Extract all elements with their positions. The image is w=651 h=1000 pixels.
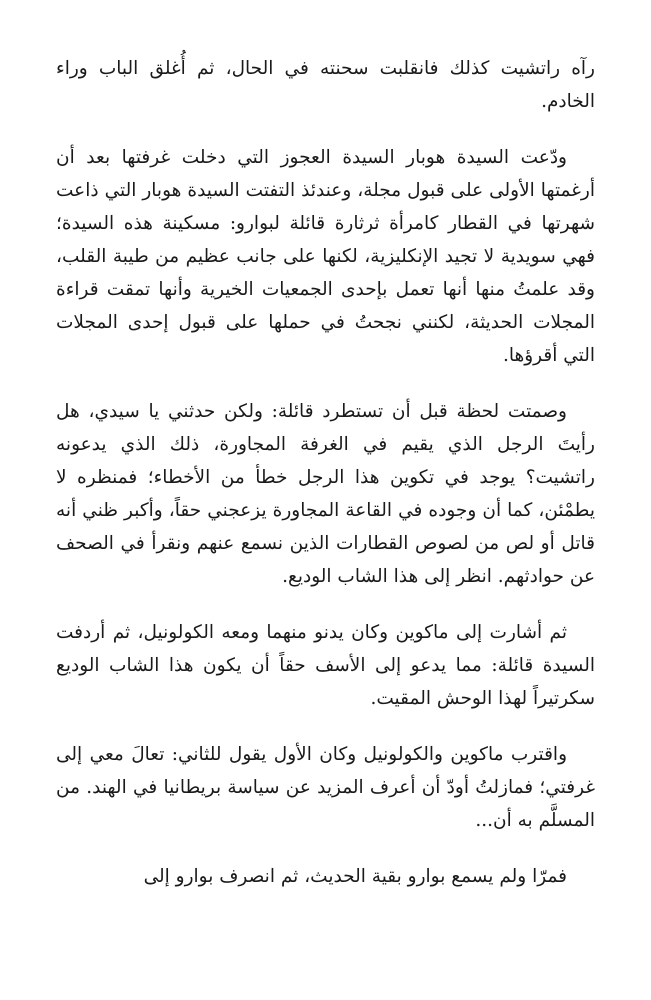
book-page-text [56, 52, 595, 916]
paragraph-1: رآه راتشيت كذلك فانقلبت سحنته في الحال، ثم أُغلق الباب وراء الخادم. [56, 58, 595, 112]
paragraph-3: وصمتت لحظة قبل أن تستطرد قائلة: ولكن حدثني يا سيدي، هل رأيتَ الرجل الذي يقيم في الغرفة المجاورة، ذلك الذي يدعونه راتشيت؟ يوجد في تكوين هذا الرجل خطأ من الأخطاء؛ فمنظره لا يطمْئن، كما أن وجوده في القاعة المجاورة يزعجني حقاً، وأكبر ظني أنه قاتل أو لص من لصوص القطارات الذين نسمع عنهم ونقرأ في الصحف عن حوادثهم. انظر إلى هذا الشاب الوديع. [56, 401, 595, 587]
paragraph-4: ثم أشارت إلى ماكوين وكان يدنو منهما ومعه الكولونيل، ثم أردفت السيدة قائلة: مما يدعو إلى الأسف حقاً أن يكون هذا الشاب الوديع سكرتيراً لهذا الوحش المقيت. [56, 622, 595, 709]
paragraph-5: واقترب ماكوين والكولونيل وكان الأول يقول للثاني: تعالَ معي إلى غرفتي؛ فمازلتُ أودّ أن أعرف المزيد عن سياسة بريطانيا في الهند. من المسلَّم به أن... [56, 744, 595, 831]
paragraph-2: ودّعت السيدة هوبار السيدة العجوز التي دخلت غرفتها بعد أن أرغمتها الأولى على قبول مجلة، وعندئذ التفتت السيدة هوبار التي ذاعت شهرتها في القطار كامرأة ثرثارة قائلة لبوارو: مسكينة هذه السيدة؛ فهي سويدية لا تجيد الإنكليزية، لكنها على جانب عظيم من طيبة القلب، وقد علمتُ منها أنها تعمل بإحدى الجمعيات الخيرية وأنها تمقت قراءة المجلات الحديثة، لكنني نجحتُ في حملها على قبول إحدى المجلات التي أقرؤها. [56, 147, 595, 366]
paragraph-6: فمرّا ولم يسمع بوارو بقية الحديث، ثم انصرف بوارو إلى [143, 866, 567, 887]
